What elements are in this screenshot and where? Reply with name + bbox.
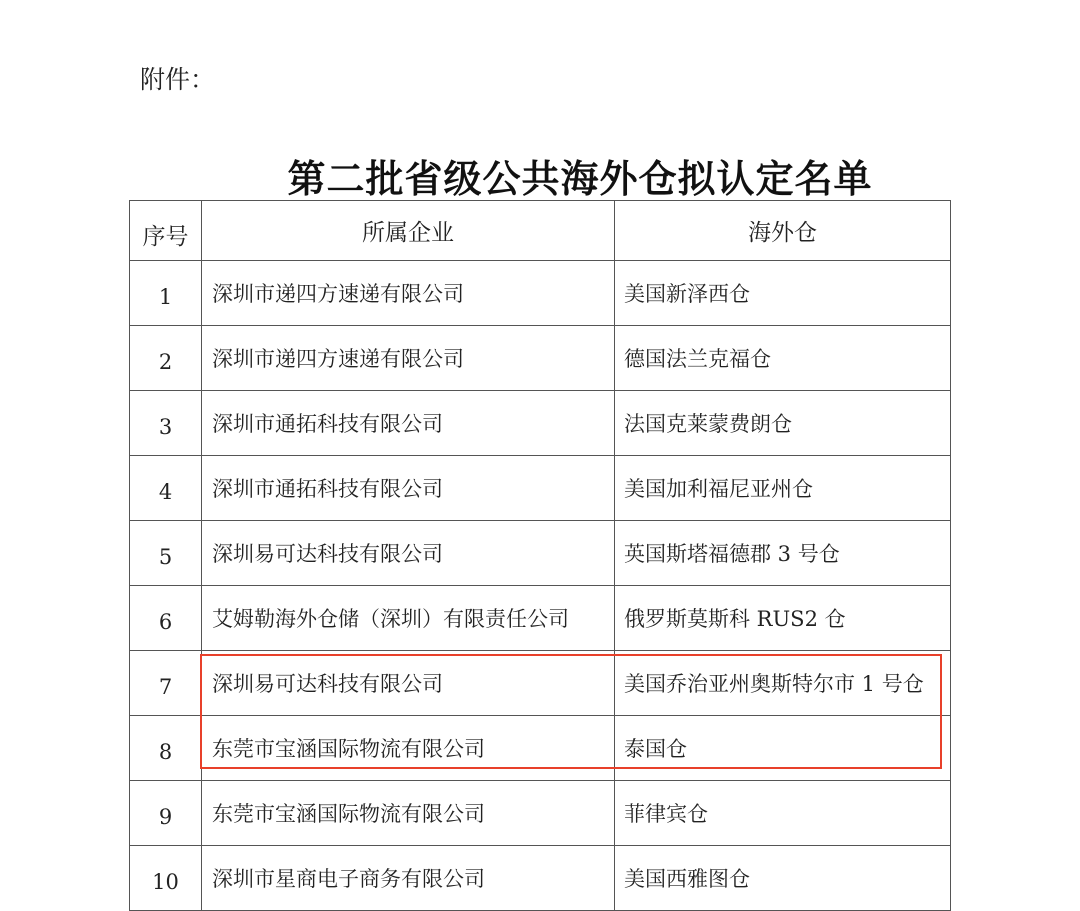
warehouse-cell: 法国克莱蒙费朗仓	[615, 391, 951, 456]
warehouse-cell: 菲律宾仓	[615, 781, 951, 846]
header-warehouse: 海外仓	[615, 201, 951, 261]
header-company: 所属企业	[202, 201, 615, 261]
company-cell: 艾姆勒海外仓储（深圳）有限责任公司	[202, 586, 615, 651]
attachment-label: 附件：	[140, 65, 216, 94]
company-cell: 深圳市递四方速递有限公司	[202, 261, 615, 326]
serial-cell: 5	[130, 521, 202, 586]
table-header-row	[130, 201, 951, 261]
warehouse-cell: 美国新泽西仓	[615, 261, 951, 326]
document-title: 第二批省级公共海外仓拟认定名单	[287, 157, 873, 201]
serial-cell: 3	[130, 391, 202, 456]
table-row	[130, 781, 951, 846]
table-row	[130, 391, 951, 456]
warehouse-cell: 美国乔治亚州奥斯特尔市 1 号仓	[615, 651, 951, 716]
company-cell: 深圳市递四方速递有限公司	[202, 326, 615, 391]
company-cell: 深圳易可达科技有限公司	[202, 521, 615, 586]
table-row	[130, 716, 951, 781]
warehouse-cell: 美国加利福尼亚州仓	[615, 456, 951, 521]
warehouse-cell: 泰国仓	[615, 716, 951, 781]
company-cell: 东莞市宝涵国际物流有限公司	[202, 716, 615, 781]
table-row	[130, 651, 951, 716]
table-row	[130, 846, 951, 911]
company-cell: 东莞市宝涵国际物流有限公司	[202, 781, 615, 846]
company-cell: 深圳市通拓科技有限公司	[202, 456, 615, 521]
serial-cell: 7	[130, 651, 202, 716]
serial-cell: 4	[130, 456, 202, 521]
serial-cell: 10	[130, 846, 202, 911]
company-cell: 深圳市通拓科技有限公司	[202, 391, 615, 456]
company-cell: 深圳易可达科技有限公司	[202, 651, 615, 716]
warehouse-list-table	[129, 200, 951, 911]
serial-cell: 8	[130, 716, 202, 781]
serial-cell: 2	[130, 326, 202, 391]
warehouse-cell: 英国斯塔福德郡 3 号仓	[615, 521, 951, 586]
company-cell: 深圳市星商电子商务有限公司	[202, 846, 615, 911]
table-row	[130, 586, 951, 651]
warehouse-cell: 德国法兰克福仓	[615, 326, 951, 391]
table-row	[130, 261, 951, 326]
table-row	[130, 326, 951, 391]
serial-cell: 9	[130, 781, 202, 846]
table-row	[130, 521, 951, 586]
warehouse-cell: 俄罗斯莫斯科 RUS2 仓	[615, 586, 951, 651]
serial-cell: 1	[130, 261, 202, 326]
warehouse-cell: 美国西雅图仓	[615, 846, 951, 911]
header-serial: 序号	[130, 201, 202, 261]
serial-cell: 6	[130, 586, 202, 651]
table-row	[130, 456, 951, 521]
